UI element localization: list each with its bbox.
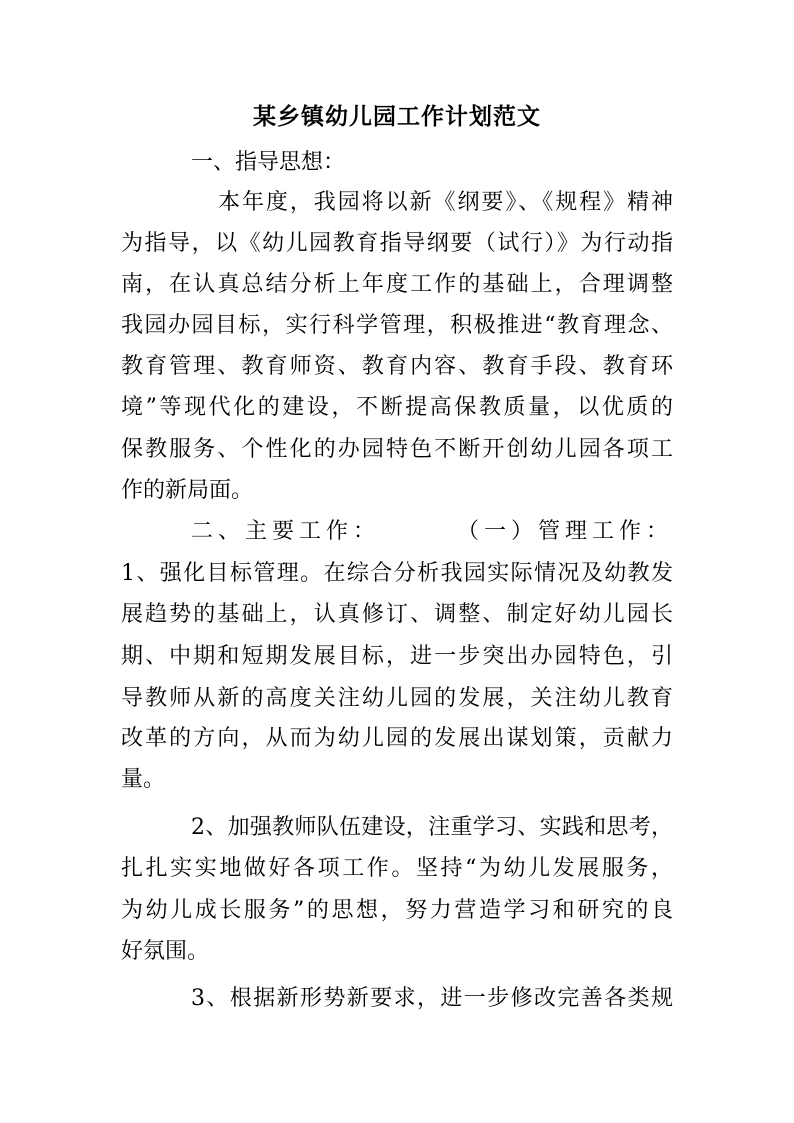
item1-line-1: 1、强化目标管理。在综合分析我园实际情况及幼教发: [121, 561, 673, 586]
para1-line-1: 本年度，我园将以新《纲要》、《规程》精神: [218, 190, 673, 215]
para1-line-5: 教育管理、教育师资、教育内容、教育手段、教育环: [121, 354, 673, 379]
item1-line-3: 期、中期和短期发展目标，进一步突出办园特色，引: [121, 644, 673, 669]
para1-line-7: 保教服务、个性化的办园特色不断开创幼儿园各项工: [121, 437, 673, 462]
para1-line-3: 南，在认真总结分析上年度工作的基础上，合理调整: [121, 272, 673, 297]
para1-line-4: 我园办园目标，实行科学管理，积极推进“教育理念、: [121, 313, 673, 338]
para1-line-6: 境”等现代化的建设，不断提高保教质量，以优质的: [121, 395, 673, 420]
item1-line-2: 展趋势的基础上，认真修订、调整、制定好幼儿园长: [121, 602, 673, 627]
section1-heading: 一、指导思想：: [191, 150, 346, 175]
item2-line-1: 2、加强教师队伍建设，注重学习、实践和思考，: [191, 815, 673, 840]
section2-heading: 二、主要工作：: [191, 519, 381, 544]
item1-line-6: 量。: [121, 767, 166, 792]
item2-line-3: 为幼儿成长服务”的思想，努力营造学习和研究的良: [121, 898, 673, 923]
item3-line-1: 3、根据新形势新要求，进一步修改完善各类规: [191, 986, 673, 1011]
section2-heading-row: [191, 515, 673, 549]
para1-line-8: 作的新局面。: [121, 478, 254, 503]
para1-line-2: 为指导，以《幼儿园教育指导纲要（试行）》为行动指: [121, 231, 673, 256]
subsection1-heading: （一）管理工作：: [456, 519, 673, 544]
item1-line-4: 导教师从新的高度关注幼儿园的发展，关注幼儿教育: [121, 686, 673, 711]
document-title: 某乡镇幼儿园工作计划范文: [253, 103, 541, 130]
item1-line-5: 改革的方向，从而为幼儿园的发展出谋划策，贡献力: [121, 726, 673, 751]
item2-line-2: 扎扎实实地做好各项工作。坚持“为幼儿发展服务，: [121, 856, 673, 881]
item2-line-4: 好氛围。: [121, 939, 210, 964]
